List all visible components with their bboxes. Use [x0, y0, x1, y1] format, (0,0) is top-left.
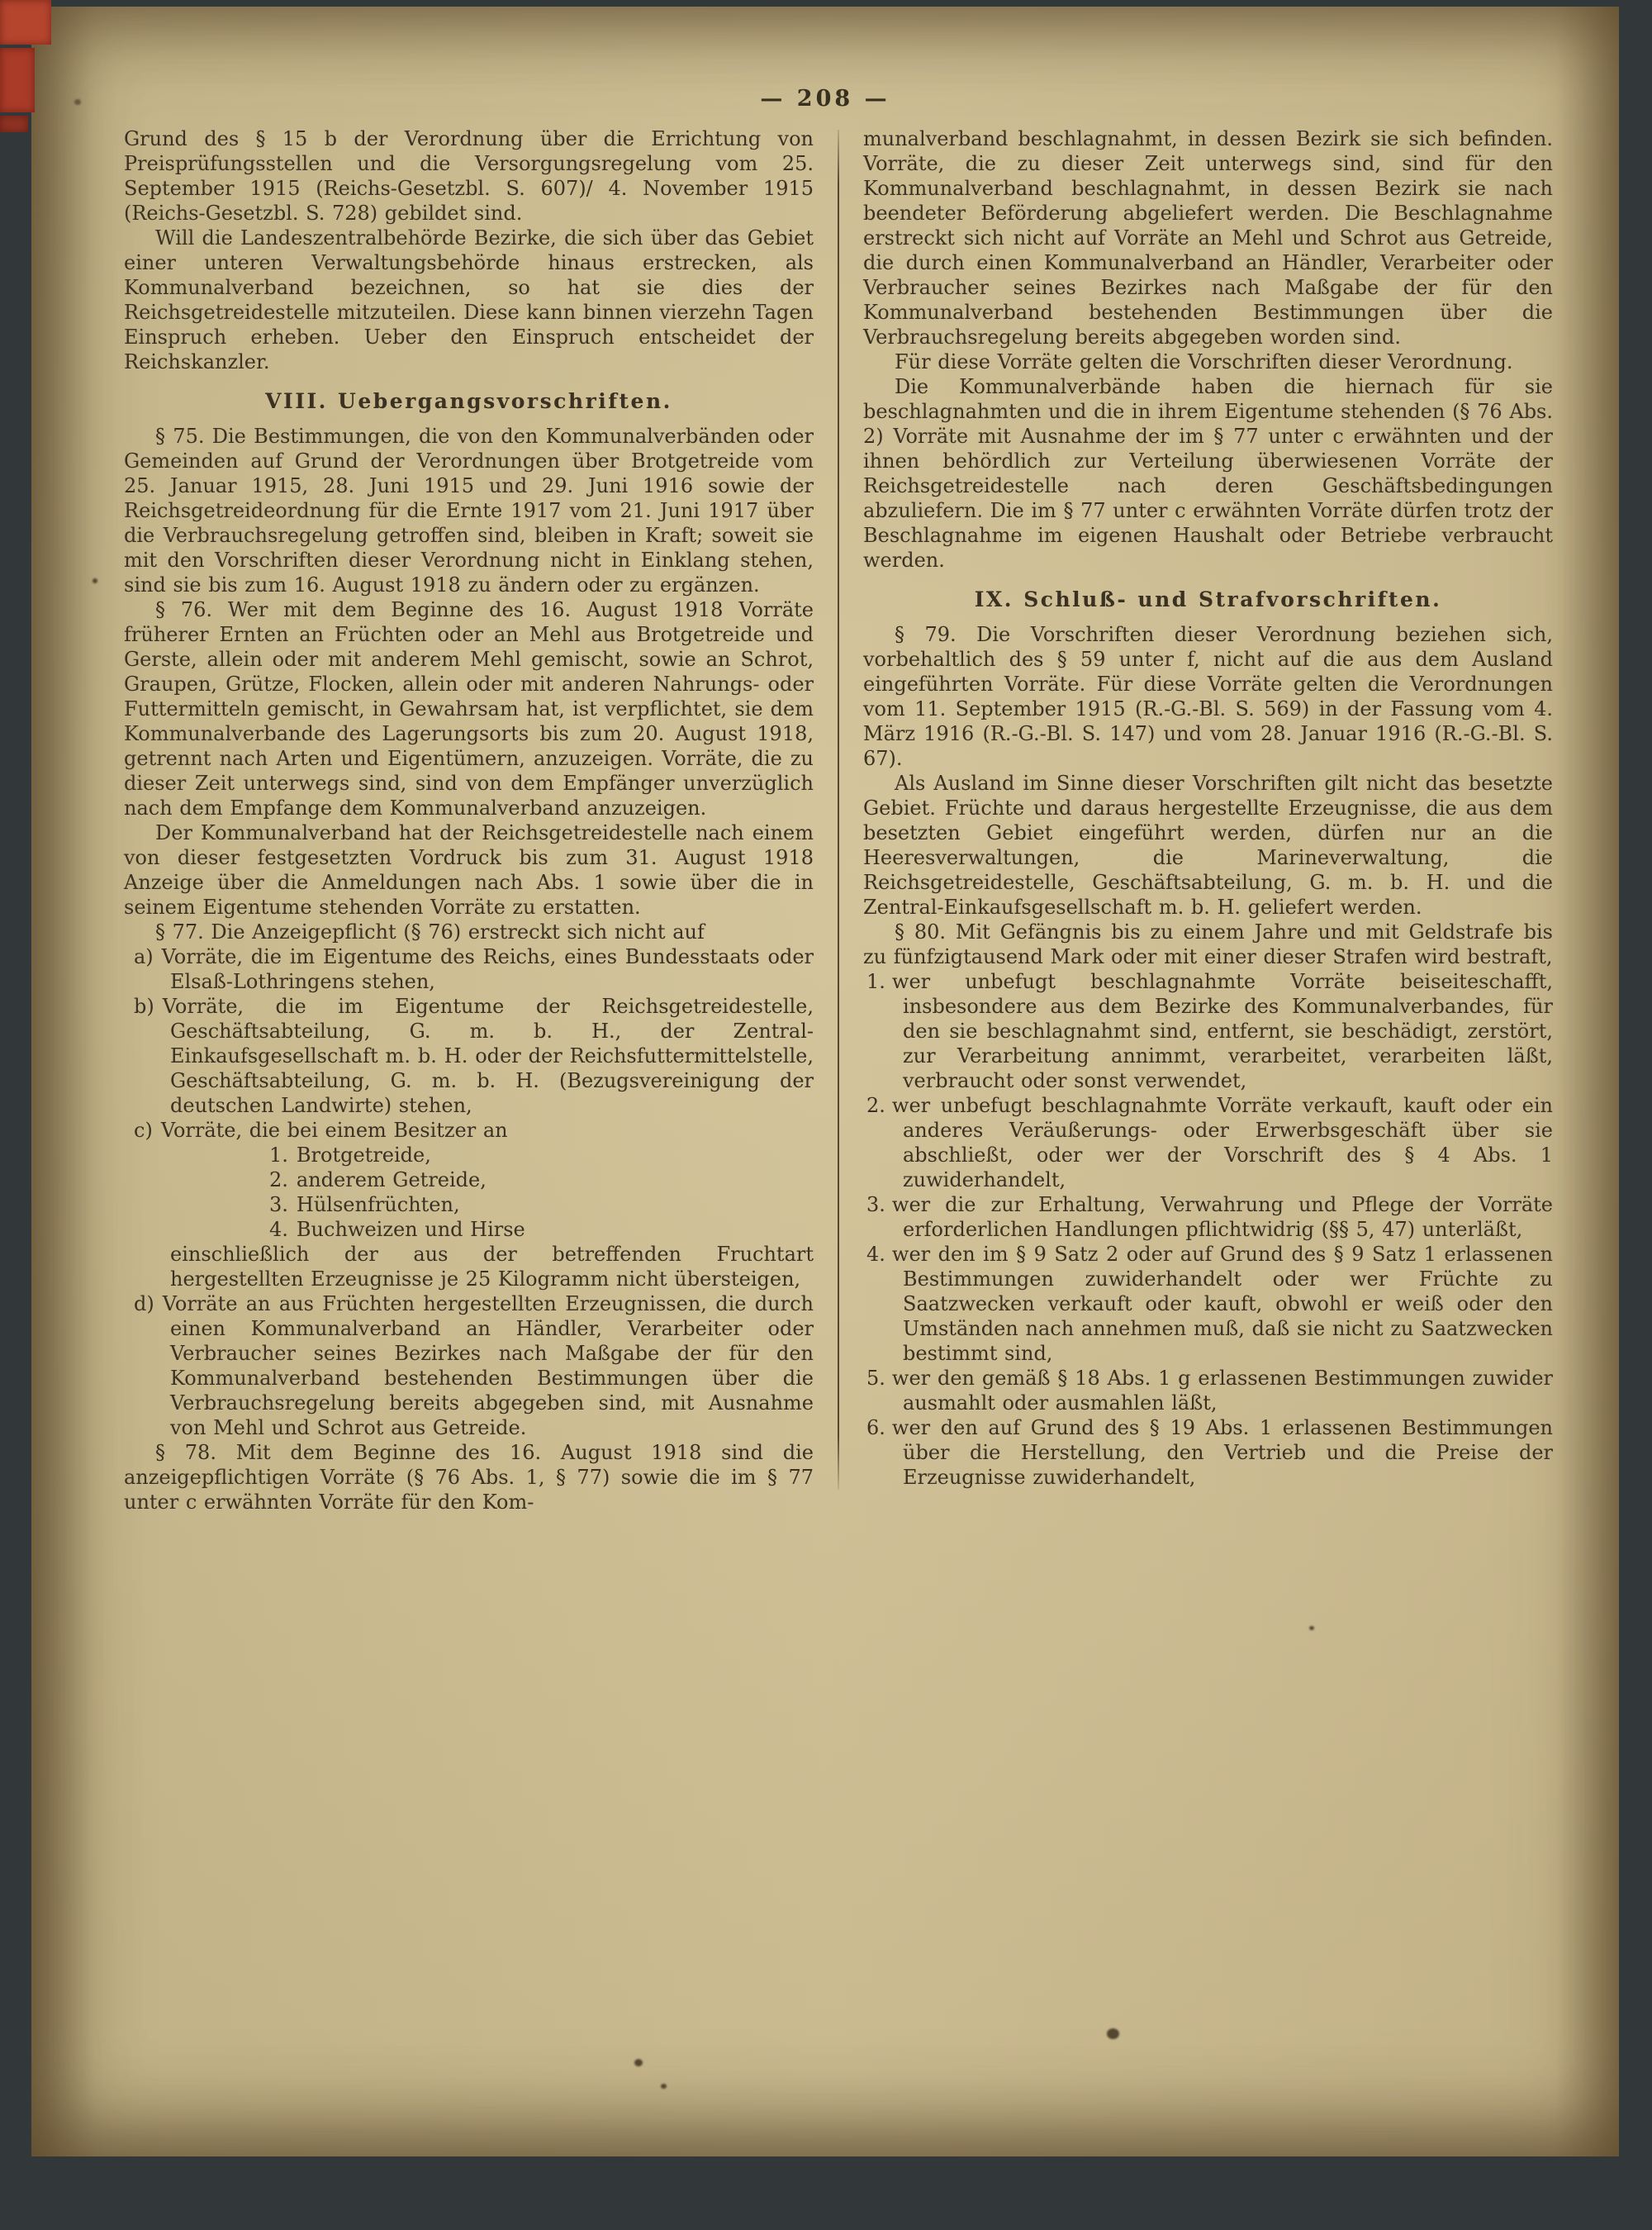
paragraph: § 78. Mit dem Beginne des 16. August 1918 sind die anzeigepflichtigen Vorräte (§ 76 Abs. 1, § 77) sowie die im § 77 unter c erwähnten Vorräte für den Kom-: [124, 1441, 814, 1514]
list-marker: 1.: [866, 970, 885, 993]
numbered-item: [863, 1366, 1553, 1415]
list-marker: 4.: [866, 1243, 885, 1266]
age-spot: [1107, 2028, 1119, 2039]
numbered-item: [863, 969, 1553, 1093]
list-marker: 1.: [269, 1144, 288, 1167]
list-item: [124, 994, 814, 1118]
column-divider: [838, 130, 839, 1490]
paragraph: Will die Landeszentralbehörde Bezirke, die sich über das Gebiet einer unteren Verwaltungsbehörde hinaus erstrecken, als Kommunalverband bezeichnen, so hat sie dies der Reichsgetreidestelle mitzuteilen. Diese kann binnen vierzehn Tagen Einspruch erheben. Ueber den Einspruch entscheidet der Reichskanzler.: [124, 226, 814, 373]
paragraph: Für diese Vorräte gelten die Vorschriften dieser Verordnung.: [895, 350, 1513, 373]
list-item-text: wer unbefugt beschlagnahmte Vorräte verkauft, kauft oder ein anderes Veräußerungs- oder Erwerbsgeschäft über sie abschließt, oder wer der Vorschrift des § 4 Abs. 1 zuwiderhandelt,: [891, 1094, 1553, 1191]
list-marker: d): [134, 1292, 154, 1315]
list-marker: 4.: [269, 1218, 288, 1241]
list-marker: 6.: [866, 1416, 885, 1439]
paragraph: Grund des § 15 b der Verordnung über die Errichtung von Preisprüfungsstellen und die Versorgungsregelung vom 25. September 1915 (Reichs-Gesetzbl. S. 607)/ 4. November 1915 (Reichs-Gesetzbl. S. 728) gebildet sind.: [124, 127, 814, 225]
age-spot: [1309, 1626, 1314, 1630]
numbered-item: [863, 1415, 1553, 1490]
list-item-text: Vorräte, die bei einem Besitzer an: [160, 1119, 508, 1142]
list-marker: 3.: [269, 1193, 288, 1216]
list-item: [124, 1118, 814, 1143]
list-continuation: einschließlich der aus der betreffenden Fruchtart hergestellten Erzeugnisse je 25 Kilogramm nicht übersteigen,: [170, 1243, 814, 1291]
list-marker: 2.: [269, 1168, 288, 1191]
section-heading: IX. Schluß- und Strafvorschriften.: [974, 587, 1442, 611]
section-heading: VIII. Uebergangsvorschriften.: [265, 389, 672, 413]
list-item-text: Vorräte an aus Früchten hergestellten Erzeugnissen, die durch einen Kommunalverband an Händler, Verarbeiter oder Verbraucher seines Bezirkes nach Maßgabe der für den Kommunalverband bestehenden Bestimmungen über die Verbrauchsregelung bereits abgegeben sind, mit Ausnahme von Mehl und Schrot aus Getreide.: [162, 1292, 814, 1439]
page-number: — 208 —: [760, 86, 890, 112]
paragraph: Der Kommunalverband hat der Reichsgetreidestelle nach einem von dieser festgesetzten Vordruck bis zum 31. August 1918 Anzeige über die Anmeldungen nach Abs. 1 sowie über die in seinem Eigentume stehenden Vorräte zu erstatten.: [124, 821, 814, 919]
age-spot: [634, 2059, 643, 2066]
paragraph: § 75. Die Bestimmungen, die von den Kommunalverbänden oder Gemeinden auf Grund der Verordnungen über Brotgetreide vom 25. Januar 1915, 28. Juni 1915 und 29. Juni 1916 sowie der Reichsgetreideordnung für die Ernte 1917 vom 21. Juni 1917 über die Verbrauchsregelung getroffen sind, bleiben in Kraft; soweit sie mit den Vorschriften dieser Verordnung nicht in Einklang stehen, sind sie bis zum 16. August 1918 zu ändern oder zu ergänzen.: [124, 425, 814, 597]
age-spot: [93, 578, 97, 583]
paragraph: Als Ausland im Sinne dieser Vorschriften gilt nicht das besetzte Gebiet. Früchte und daraus hergestellte Erzeugnisse, die aus dem besetzten Gebiet eingeführt werden, dürfen nur an die Heeresverwaltungen, die Marineverwaltung, die Reichsgetreidestelle, Geschäftsabteilung, G. m. b. H. und die Zentral-Einkaufsgesellschaft m. b. H. geliefert werden.: [863, 772, 1553, 919]
paragraph: Die Kommunalverbände haben die hiernach für sie beschlagnahmten und die in ihrem Eigentume stehenden (§ 76 Abs. 2) Vorräte mit Ausnahme der im § 77 unter c erwähnten und der ihnen behördlich zur Verteilung überwiesenen Vorräte der Reichsgetreidestelle nach deren Geschäftsbedingungen abzuliefern. Die im § 77 unter c erwähnten Vorräte dürfen trotz der Beschlagnahme im eigenen Haushalt oder Betriebe verbraucht werden.: [863, 375, 1553, 572]
age-spot: [661, 2084, 667, 2089]
numbered-item: [863, 1093, 1553, 1192]
list-marker: 3.: [866, 1193, 885, 1216]
list-item-text: wer den im § 9 Satz 2 oder auf Grund des § 9 Satz 1 erlassenen Bestimmungen zuwiderhandelt oder wer Früchte zu Saatzwecken verkauft oder kauft, obwohl er weiß oder den Umständen nach annehmen muß, daß sie nicht zu Saatzwecken bestimmt sind,: [891, 1243, 1553, 1365]
sub-list-item: [124, 1167, 814, 1192]
list-item-text: Vorräte, die im Eigentume des Reichs, eines Bundesstaats oder Elsaß-Lothringens stehen,: [161, 945, 814, 993]
list-item: [124, 944, 814, 994]
list-item-text: wer die zur Erhaltung, Verwahrung und Pflege der Vorräte erforderlichen Handlungen pflichtwidrig (§§ 5, 47) unterläßt,: [891, 1193, 1553, 1241]
tape-fragment: [0, 0, 51, 45]
numbered-item: [863, 1242, 1553, 1366]
document-page: [31, 7, 1619, 2156]
list-item: [124, 1291, 814, 1440]
list-marker: a): [134, 945, 154, 968]
sub-list-item: [124, 1217, 814, 1242]
list-item-text: Hülsenfrüchten,: [296, 1193, 460, 1216]
list-item-text: Brotgetreide,: [296, 1144, 431, 1167]
list-marker: 2.: [866, 1094, 885, 1117]
list-marker: 5.: [866, 1367, 885, 1390]
paragraph: munalverband beschlagnahmt, in dessen Bezirk sie sich befinden. Vorräte, die zu dieser Zeit unterwegs sind, sind für den Kommunalverband beschlagnahmt, in dessen Bezirk sie nach beendeter Beförderung abgeliefert werden. Die Beschlagnahme erstreckt sich nicht auf Vorräte an Mehl und Schrot aus Getreide, die durch einen Kommunalverband an Händler, Verarbeiter oder Verbraucher seines Bezirkes nach Maßgabe der für den Kommunalverband bestehenden Bestimmungen über die Verbrauchsregelung bereits abgegeben worden sind.: [863, 127, 1553, 349]
paragraph: § 80. Mit Gefängnis bis zu einem Jahre und mit Geldstrafe bis zu fünfzigtausend Mark oder mit einer dieser Strafen wird bestraft,: [863, 920, 1553, 968]
tape-fragment: [0, 116, 28, 132]
list-item-text: wer den auf Grund des § 19 Abs. 1 erlassenen Bestimmungen über die Herstellung, den Vertrieb und die Preise der Erzeugnisse zuwiderhandelt,: [891, 1416, 1553, 1489]
paragraph: § 77. Die Anzeigepflicht (§ 76) erstreckt sich nicht auf: [155, 920, 705, 944]
numbered-item: [863, 1192, 1553, 1242]
list-marker: b): [134, 995, 154, 1018]
sub-list-item: [124, 1192, 814, 1217]
paragraph: § 79. Die Vorschriften dieser Verordnung beziehen sich, vorbehaltlich des § 59 unter f, nicht auf die aus dem Ausland eingeführten Vorräte. Für diese Vorräte gelten die Verordnungen vom 11. September 1915 (R.-G.-Bl. S. 569) in der Fassung vom 4. März 1916 (R.-G.-Bl. S. 147) und vom 28. Januar 1916 (R.-G.-Bl. S. 67).: [863, 623, 1553, 770]
age-spot: [74, 99, 81, 105]
text-columns: [31, 112, 1619, 1514]
list-item-text: wer unbefugt beschlagnahmte Vorräte beiseiteschafft, insbesondere aus dem Bezirke des Kommunalverbandes, für den sie beschlagnahmt sind, entfernt, sie beschädigt, zerstört, zur Verarbeitung annimmt, verarbeitet, verarbeiten läßt, verbraucht oder sonst verwendet,: [891, 970, 1553, 1092]
sub-list-item: [124, 1143, 814, 1167]
tape-fragment: [0, 48, 35, 112]
paragraph: § 76. Wer mit dem Beginne des 16. August 1918 Vorräte früherer Ernten an Früchten oder an Mehl aus Brotgetreide und Gerste, allein oder mit anderem Mehl gemischt, sowie an Schrot, Graupen, Grütze, Flocken, allein oder mit anderen Nahrungs- oder Futtermitteln gemischt, in Gewahrsam hat, ist verpflichtet, sie dem Kommunalverbande des Lagerungsorts bis zum 20. August 1918, getrennt nach Arten und Eigentümern, anzuzeigen. Vorräte, die zu dieser Zeit unterwegs sind, sind von dem Empfänger unverzüglich nach dem Empfange dem Kommunalverband anzuzeigen.: [124, 598, 814, 820]
list-item-text: wer den gemäß § 18 Abs. 1 g erlassenen Bestimmungen zuwider ausmahlt oder ausmahlen läßt,: [891, 1367, 1553, 1415]
list-item-text: Buchweizen und Hirse: [296, 1218, 525, 1241]
right-column: [863, 126, 1553, 1514]
list-item-text: Vorräte, die im Eigentume der Reichsgetreidestelle, Geschäftsabteilung, G. m. b. H., der Zentral-Einkaufsgesellschaft m. b. H. oder der Reichsfuttermittelstelle, Geschäftsabteilung, G. m. b. H. (Bezugsvereinigung der deutschen Landwirte) stehen,: [162, 995, 814, 1117]
list-marker: c): [134, 1119, 153, 1142]
left-column: [124, 126, 814, 1514]
list-item-text: anderem Getreide,: [296, 1168, 487, 1191]
